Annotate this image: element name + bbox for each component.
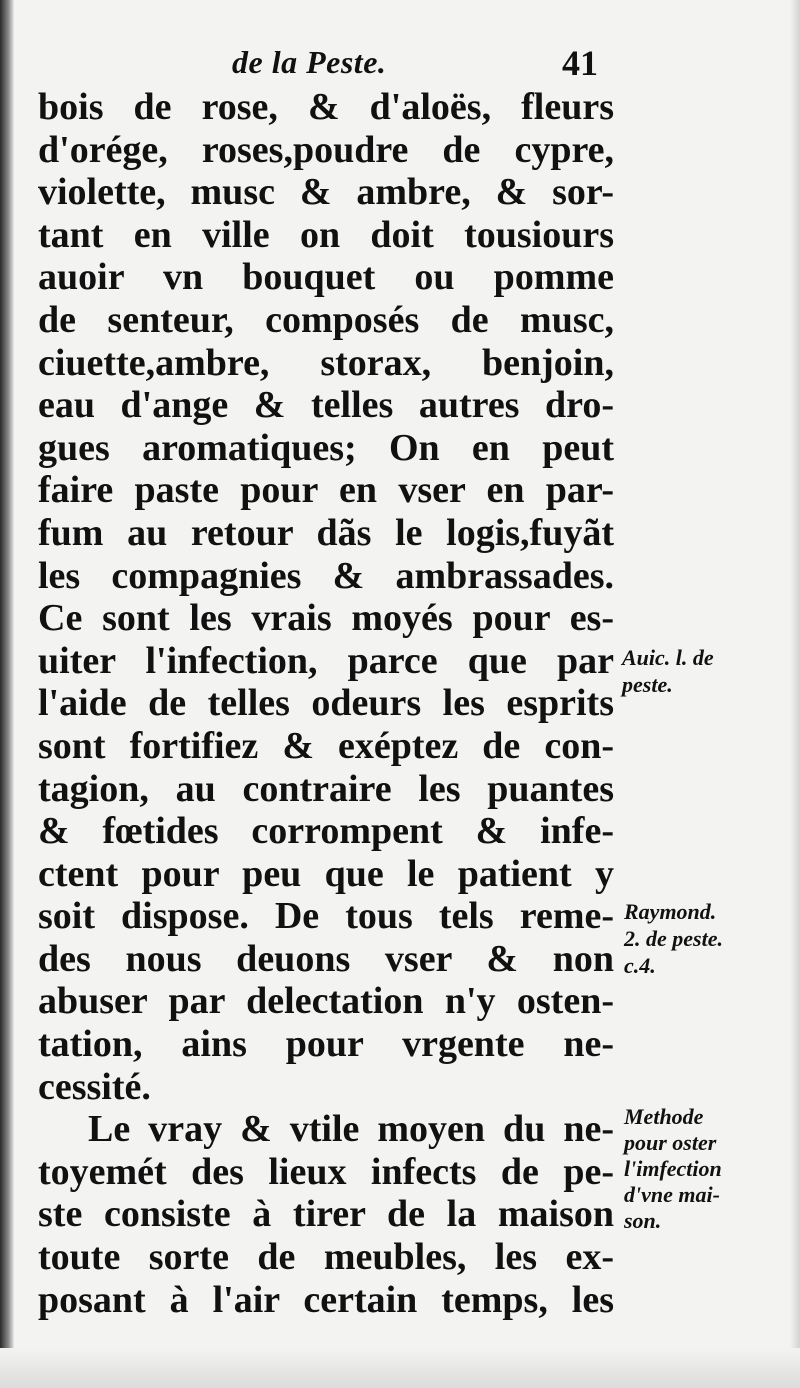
text-line: soit dispose. De tous tels reme- [38, 895, 614, 938]
text-line: posant à l'air certain temps, les [38, 1278, 614, 1321]
text-line: gues aromatiques; On en peut [38, 426, 614, 469]
text-line: tagion, au contraire les puantes [38, 767, 614, 810]
text-line: Ce sont les vrais moyés pour es- [38, 597, 614, 640]
marginal-note-line: pour oster [624, 1130, 717, 1155]
marginal-note-methode [624, 1104, 722, 1234]
text-line: faire paste pour en vser en par- [38, 469, 614, 512]
page-bottom-shadow [0, 1348, 800, 1388]
text-line: les compagnies & ambrassades. [38, 554, 614, 597]
text-line: eau d'ange & telles autres dro- [38, 384, 614, 427]
text-line: Le vray & vtile moyen du ne- [88, 1108, 614, 1151]
text-line: des nous deuons vser & non [38, 937, 614, 980]
text-line: uiter l'infection, parce que par [38, 639, 614, 682]
marginal-note-line: peste. [622, 672, 673, 697]
marginal-note-line: l'imfection [624, 1156, 722, 1181]
text-line: d'orége, roses,poudre de cypre, [38, 128, 614, 171]
text-line: auoir vn bouquet ou pomme [38, 256, 614, 299]
marginal-note-line: Auic. l. de [622, 645, 714, 670]
page-edge-shadow [790, 0, 800, 1388]
text-line: ciuette,ambre, storax, benjoin, [38, 341, 614, 384]
binding-gutter [0, 0, 14, 1388]
text-line: ctent pour peu que le patient y [38, 852, 614, 895]
marginal-note-raymond [624, 898, 723, 979]
marginal-note-line: Raymond. [624, 899, 717, 924]
text-line: abuser par delectation n'y osten- [38, 980, 614, 1023]
text-line: sont fortifiez & exéptez de con- [38, 724, 614, 767]
text-line: cessité. [38, 1065, 151, 1108]
marginal-note-line: d'vne mai- [624, 1182, 720, 1207]
text-line: de senteur, composés de musc, [38, 298, 614, 341]
text-line: ste consiste à tirer de la maison [38, 1193, 614, 1236]
marginal-note-line: c.4. [624, 953, 656, 978]
running-head: de la Peste. [232, 44, 387, 80]
marginal-note-line: 2. de peste. [624, 926, 723, 951]
body-text [38, 86, 614, 1321]
text-line: tation, ains pour vrgente ne- [38, 1023, 614, 1066]
text-line: fum au retour dãs le logis,fuyãt [38, 511, 614, 554]
text-line: & fœtides corrompent & infe- [38, 810, 614, 853]
text-line: toyemét des lieux infects de pe- [38, 1150, 614, 1193]
text-line: bois de rose, & d'aloës, fleurs [38, 86, 614, 128]
text-line: tant en ville on doit tousiours [38, 213, 614, 256]
text-line: toute sorte de meubles, les ex- [38, 1236, 614, 1279]
text-line: l'aide de telles odeurs les esprits [38, 682, 614, 725]
text-line: violette, musc & ambre, & sor- [38, 171, 614, 214]
marginal-note-line: Methode [624, 1104, 704, 1129]
page-number: 41 [562, 43, 598, 83]
marginal-note-line: son. [624, 1208, 662, 1233]
marginal-note-avicenna [622, 644, 714, 698]
